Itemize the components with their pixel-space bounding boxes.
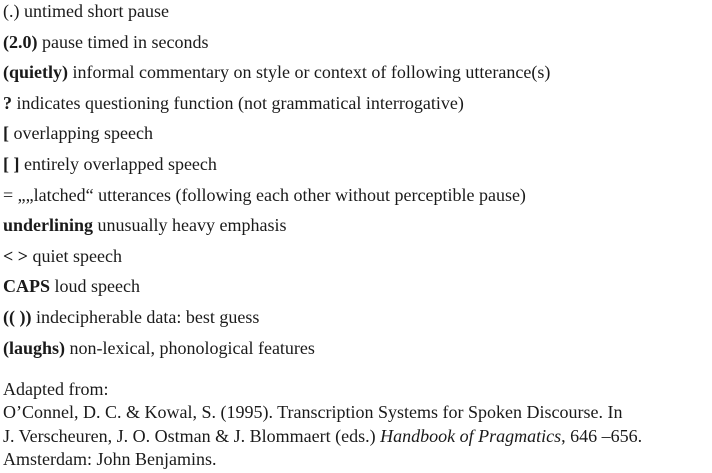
transcription-legend	[3, 0, 709, 367]
legend-plain-symbol: =	[3, 184, 14, 205]
legend-description: overlapping speech	[9, 123, 153, 144]
legend-row-entirely-overlapped	[3, 153, 709, 184]
citation-book-title: Handbook of Pragmatics	[380, 425, 562, 446]
legend-symbol: (laughs)	[3, 337, 66, 358]
legend-description: unusually heavy emphasis	[93, 215, 287, 236]
legend-description: „„latched“ utterances (following each other without perceptible pause)	[13, 184, 526, 205]
citation-editors: J. Verscheuren, J. O. Ostman & J. Blommaert (eds.)	[3, 425, 381, 446]
legend-description: indecipherable data: best guess	[31, 306, 260, 327]
legend-symbol: CAPS	[3, 276, 51, 297]
legend-row-loud-speech	[3, 275, 709, 306]
legend-row-untimed-pause	[3, 0, 709, 31]
legend-description: quiet speech	[28, 245, 122, 266]
legend-symbol: ?	[3, 92, 12, 113]
legend-symbol: [ ]	[3, 153, 20, 174]
legend-description: loud speech	[50, 276, 140, 297]
legend-row-quiet-speech	[3, 245, 709, 276]
legend-description: entirely overlapped speech	[19, 153, 217, 174]
legend-description: untimed short pause	[19, 1, 169, 21]
legend-symbol: < >	[3, 245, 29, 266]
legend-symbol: (2.0)	[3, 31, 38, 52]
legend-description: non-lexical, phonological features	[65, 337, 315, 358]
legend-symbol: [	[3, 123, 9, 144]
legend-row-timed-pause	[3, 31, 709, 62]
source-heading: Adapted from:	[3, 379, 109, 399]
legend-row-overlapping	[3, 122, 709, 153]
citation-line-2	[3, 425, 711, 448]
legend-plain-symbol: (.)	[3, 1, 20, 21]
legend-row-latched	[3, 184, 709, 215]
legend-description: indicates questioning function (not grammatical interrogative)	[12, 92, 464, 113]
legend-row-non-lexical	[3, 337, 709, 368]
legend-description: informal commentary on style or context of following utterance(s)	[68, 62, 551, 83]
legend-row-indecipherable	[3, 306, 709, 337]
legend-symbol: underlining	[3, 215, 94, 236]
legend-symbol: (quietly)	[3, 62, 68, 83]
citation-pages: , 646 –656.	[561, 425, 643, 446]
source-citation	[3, 378, 711, 471]
citation-line-1: O’Connel, D. C. & Kowal, S. (1995). Transcription Systems for Spoken Discourse. In	[3, 402, 623, 423]
legend-row-questioning	[3, 92, 709, 123]
legend-row-commentary	[3, 61, 709, 92]
legend-row-emphasis	[3, 214, 709, 245]
legend-symbol: (( ))	[3, 306, 32, 327]
legend-description: pause timed in seconds	[37, 31, 209, 52]
citation-line-3: Amsterdam: John Benjamins.	[3, 448, 217, 469]
